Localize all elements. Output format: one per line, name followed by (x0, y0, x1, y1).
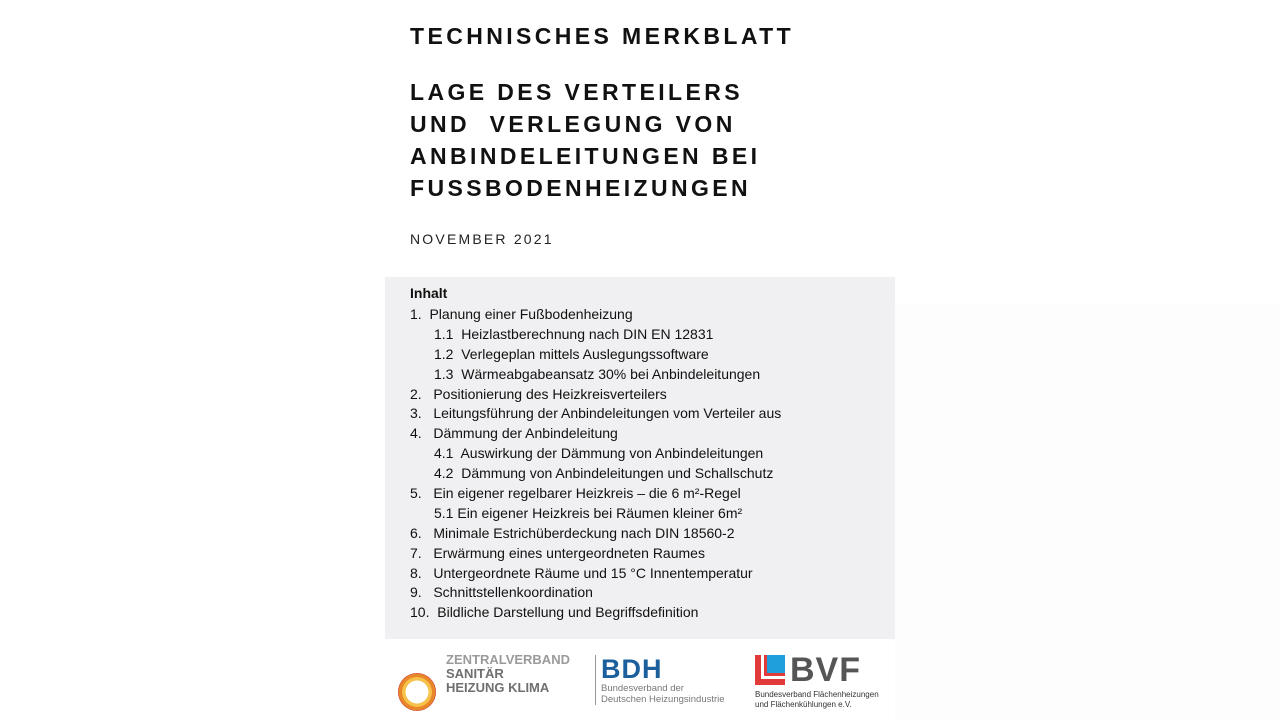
bdh-subtitle: Deutschen Heizungsindustrie (601, 694, 725, 705)
toc-item: 2. Positionierung des Heizkreisverteilers (410, 385, 667, 402)
toc-item: 10. Bildliche Darstellung und Begriffsdefinition (410, 604, 699, 621)
zvshk-ring-icon (398, 673, 436, 711)
toc-list (410, 305, 781, 623)
toc-item: 1. Planung einer Fußbodenheizung (410, 306, 633, 322)
title-line: FUSSBODENHEIZUNGEN (410, 175, 752, 201)
title-line: ANBINDELEITUNGEN BEI (410, 143, 761, 169)
toc-item: 3. Leitungsführung der Anbindeleitungen vom Verteiler aus (410, 405, 782, 422)
toc-item: 9. Schnittstellenkoordination (410, 584, 593, 601)
toc-item: 8. Untergeordnete Räume und 15 °C Innentemperatur (410, 564, 753, 581)
document-page (385, 0, 895, 720)
bvf-wordmark: BVF (790, 651, 861, 689)
zvshk-line: HEIZUNG KLIMA (446, 680, 550, 695)
bvf-subtitle (755, 690, 895, 710)
title-line: LAGE DES VERTEILERS (410, 79, 743, 105)
toc-item: 5. Ein eigener regelbarer Heizkreis – die 6 m²-Regel (410, 485, 741, 502)
toc-subitem: 5.1 Ein eigener Heizkreis bei Räumen kleiner 6m² (434, 504, 743, 521)
zvshk-line: ZENTRALVERBAND (446, 652, 570, 667)
zvshk-wordmark (446, 653, 576, 695)
toc-item: 6. Minimale Estrichüberdeckung nach DIN 18560-2 (410, 524, 735, 541)
background-shade (895, 305, 1280, 720)
document-title (410, 76, 760, 204)
toc-subitem: 1.2 Verlegeplan mittels Auslegungssoftware (434, 345, 709, 362)
bdh-subtitle: Bundesverband der (601, 683, 684, 694)
zvshk-line: SANITÄR (446, 666, 504, 681)
bvf-subtitle-line: und Flächenkühlungen e.V. (755, 700, 852, 709)
bvf-subtitle-line: Bundesverband Flächenheizungen (755, 690, 879, 699)
toc-subitem: 1.3 Wärmeabgabeansatz 30% bei Anbindeleitungen (434, 365, 761, 382)
toc-heading: Inhalt (410, 285, 448, 301)
document-kicker: TECHNISCHES MERKBLATT (410, 23, 795, 49)
bdh-wordmark: BDH (601, 654, 663, 684)
toc-subitem: 4.1 Auswirkung der Dämmung von Anbindeleitungen (434, 445, 764, 462)
partner-logos (385, 645, 895, 720)
document-date: NOVEMBER 2021 (410, 231, 554, 247)
bvf-mark-icon (755, 655, 785, 685)
title-line: UND VERLEGUNG VON (410, 111, 736, 137)
toc-subitem: 4.2 Dämmung von Anbindeleitungen und Schallschutz (434, 465, 774, 482)
toc-subitem: 1.1 Heizlastberechnung nach DIN EN 12831 (434, 325, 714, 342)
toc-item: 4. Dämmung der Anbindeleitung (410, 425, 618, 442)
toc-item: 7. Erwärmung eines untergeordneten Raumes (410, 544, 705, 561)
table-of-contents (385, 277, 895, 639)
bdh-logo (595, 655, 725, 705)
